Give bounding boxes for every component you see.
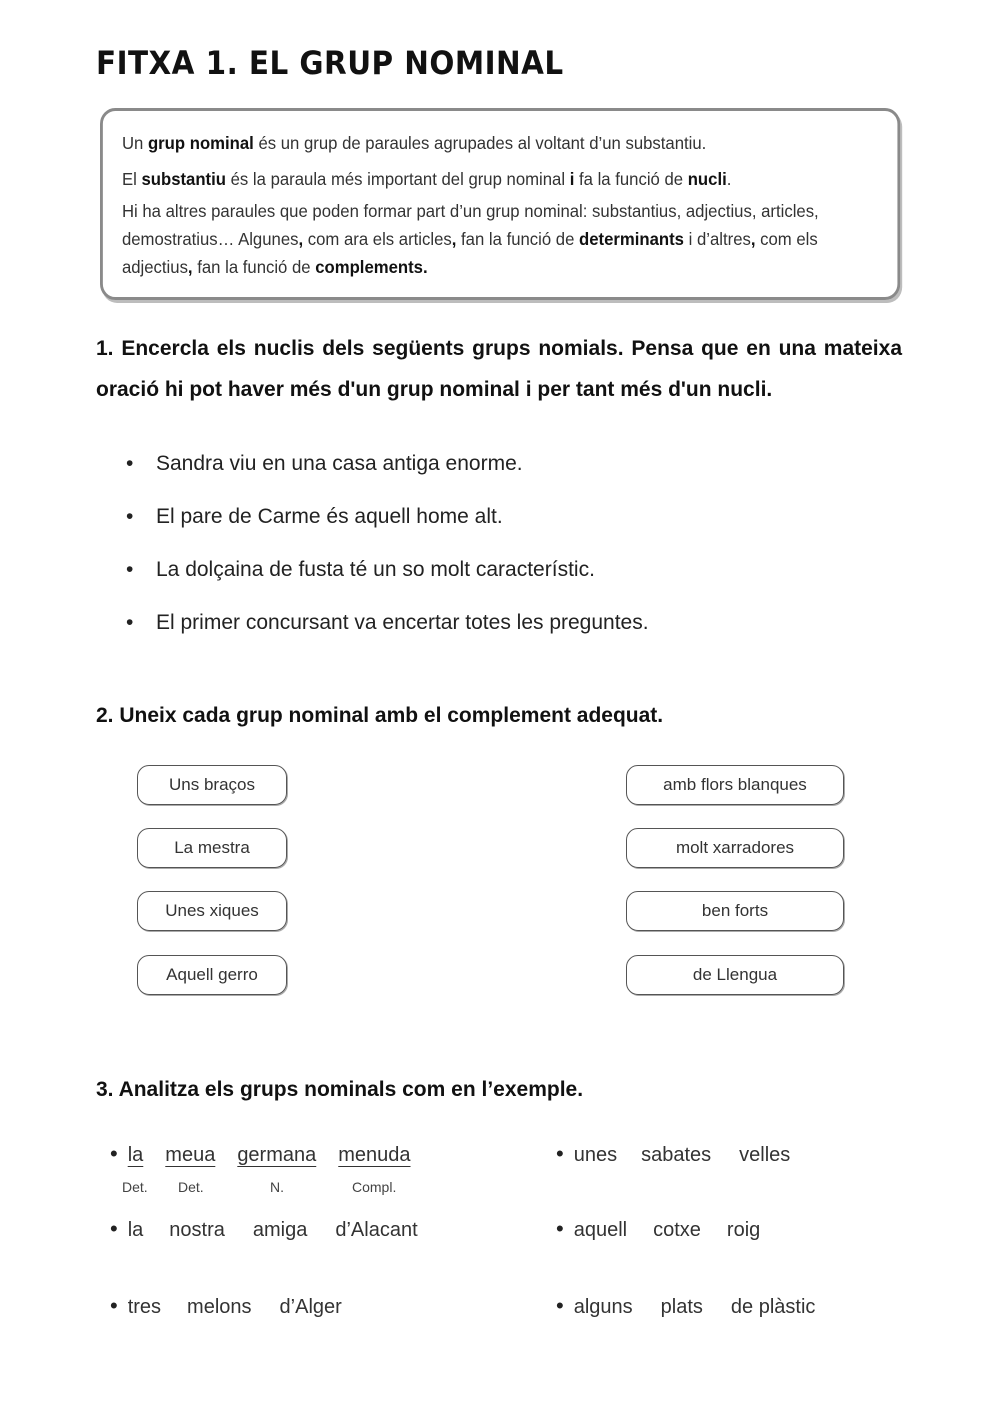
sentence-text[interactable]: La dolçaina de fusta té un so molt característic. bbox=[156, 558, 595, 581]
tag-label: N. bbox=[270, 1179, 284, 1195]
word[interactable]: amiga bbox=[252, 1219, 308, 1241]
bullet-icon: • bbox=[556, 1293, 564, 1318]
match-right-2[interactable]: molt xarradores bbox=[626, 828, 844, 868]
bullet-icon: • bbox=[556, 1216, 564, 1241]
page-title: FITXA 1. EL GRUP NOMINAL bbox=[96, 44, 564, 82]
exercise-2-heading: 2. Uneix cada grup nominal amb el complement adequat. bbox=[96, 704, 664, 727]
definition-line-3: Hi ha altres paraules que poden formar part d’un grup nominal: substantius, adjectius, articles, demostratius… Algunes, com ara els articles, fan la funció de determinants i d’altres, com els adjectius, fan la funció de complements. bbox=[121, 201, 819, 277]
match-left-2[interactable]: La mestra bbox=[137, 828, 287, 868]
word: meua bbox=[165, 1144, 216, 1166]
exercise-3-heading: 3. Analitza els grups nominals com en l’exemple. bbox=[96, 1078, 584, 1101]
bullet-icon: • bbox=[126, 452, 134, 475]
tag-label: Det. bbox=[122, 1179, 148, 1195]
word[interactable]: de plàstic bbox=[730, 1296, 816, 1318]
word[interactable]: aquell bbox=[573, 1219, 628, 1241]
analysis-group bbox=[110, 1293, 342, 1319]
match-right-3[interactable]: ben forts bbox=[626, 891, 844, 931]
definition-line-2: El substantiu és la paraula més important del grup nominal i fa la funció de nucli. bbox=[121, 169, 732, 189]
list-item bbox=[126, 611, 649, 664]
word[interactable]: roig bbox=[726, 1219, 761, 1241]
analysis-group bbox=[556, 1216, 760, 1242]
example-group bbox=[110, 1141, 411, 1167]
definition-box bbox=[100, 108, 900, 300]
word[interactable]: plats bbox=[660, 1296, 703, 1318]
word: germana bbox=[237, 1144, 317, 1166]
match-right-4[interactable]: de Llengua bbox=[626, 955, 844, 995]
word[interactable]: unes bbox=[573, 1144, 618, 1166]
match-left-3[interactable]: Unes xiques bbox=[137, 891, 287, 931]
bullet-icon: • bbox=[110, 1216, 118, 1241]
list-item bbox=[126, 558, 649, 611]
bullet-icon: • bbox=[556, 1141, 564, 1166]
word[interactable]: melons bbox=[187, 1296, 252, 1318]
word[interactable]: d’Alger bbox=[279, 1296, 342, 1318]
bullet-icon: • bbox=[110, 1293, 118, 1318]
word: menuda bbox=[338, 1144, 411, 1166]
match-right-1[interactable]: amb flors blanques bbox=[626, 765, 844, 805]
analysis-group bbox=[556, 1141, 790, 1167]
word[interactable]: velles bbox=[739, 1144, 791, 1166]
definition-line-1: Un grup nominal és un grup de paraules agrupades al voltant d’un substantiu. bbox=[121, 133, 707, 153]
exercise-1-heading: 1. Encercla els nuclis dels següents grups nomials. Pensa que en una mateixa oració hi pot haver més d'un grup nominal i per tant més d'un nucli. bbox=[96, 337, 902, 401]
word[interactable]: nostra bbox=[169, 1219, 225, 1241]
bullet-icon: • bbox=[126, 611, 134, 634]
sentence-text[interactable]: El primer concursant va encertar totes les preguntes. bbox=[156, 611, 649, 634]
tag-label: Det. bbox=[178, 1179, 204, 1195]
tag-label: Compl. bbox=[352, 1179, 397, 1195]
word[interactable]: tres bbox=[127, 1296, 162, 1318]
sentence-text[interactable]: El pare de Carme és aquell home alt. bbox=[156, 505, 503, 528]
analysis-group bbox=[110, 1216, 418, 1242]
sentence-text[interactable]: Sandra viu en una casa antiga enorme. bbox=[156, 452, 523, 475]
word: la bbox=[127, 1144, 144, 1166]
analysis-group bbox=[556, 1293, 815, 1319]
bullet-icon: • bbox=[126, 558, 134, 581]
word[interactable]: d’Alacant bbox=[335, 1219, 418, 1241]
exercise-1-list bbox=[126, 452, 649, 664]
word[interactable]: sabates bbox=[641, 1144, 712, 1166]
match-left-1[interactable]: Uns braços bbox=[137, 765, 287, 805]
bullet-icon: • bbox=[126, 505, 134, 528]
bullet-icon: • bbox=[110, 1141, 118, 1166]
word[interactable]: alguns bbox=[573, 1296, 633, 1318]
list-item bbox=[126, 452, 649, 505]
list-item bbox=[126, 505, 649, 558]
word[interactable]: la bbox=[127, 1219, 144, 1241]
word[interactable]: cotxe bbox=[653, 1219, 701, 1241]
match-left-4[interactable]: Aquell gerro bbox=[137, 955, 287, 995]
